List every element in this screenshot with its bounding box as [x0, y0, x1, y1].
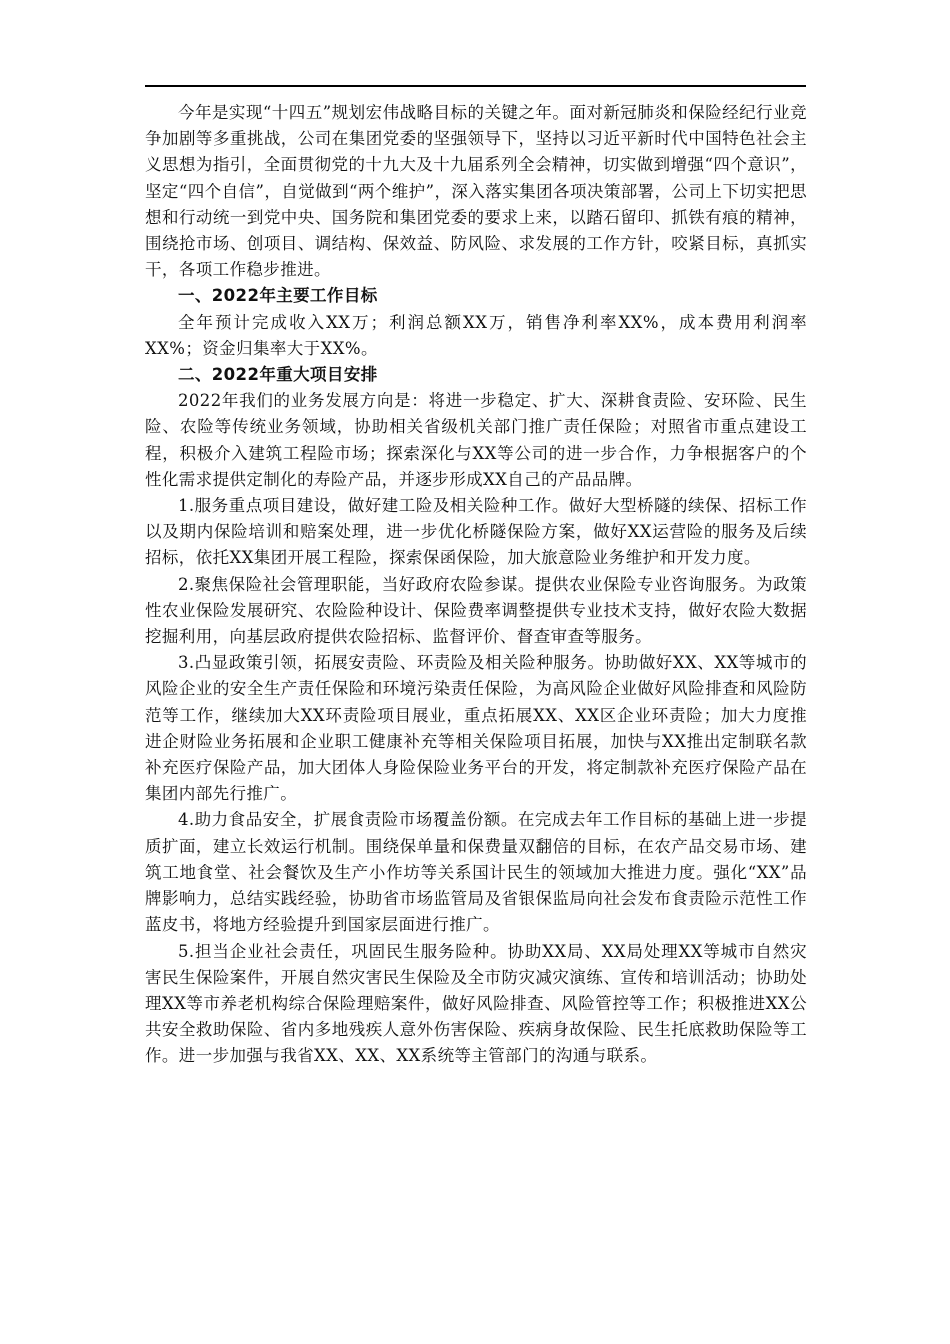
project-item-3: 3.凸显政策引领，拓展安责险、环责险及相关险种服务。协助做好XX、XX等城市的风险企业的安全生产责任保险和环境污染责任保险，为高风险企业做好风险排查和风险防范等工作，继续加大XX环责险项目展业，重点拓展XX、XX区企业环责险；加大力度推进企财险业务拓展和企业职工健康补充等相关保险项目拓展，加快与XX推出定制联名款补充医疗保险产品，加大团体人身险保险业务平台的开发，将定制款补充医疗保险产品在集团内部先行推广。	[145, 653, 807, 804]
project-item-5: 5.担当企业社会责任，巩固民生服务险种。协助XX局、XX局处理XX等城市自然灾害民生保险案件，开展自然灾害民生保险及全市防灾减灾演练、宣传和培训活动；协助处理XX等市养老机构综合保险理赔案件，做好风险排查、风险管控等工作；积极推进XX公共安全救助保险、省内多地残疾人意外伤害保险、疾病身故保险、民生托底救助保险等工作。进一步加强与我省XX、XX、XX系统等主管部门的沟通与联系。	[145, 941, 807, 1066]
projects-intro-paragraph: 2022年我们的业务发展方向是：将进一步稳定、扩大、深耕食责险、安环险、民生险、农险等传统业务领域，协助相关省级机关部门推广责任保险；对照省市重点建设工程，积极介入建筑工程险市场；探索深化与XX等公司的进一步合作，力争根据客户的个性化需求提供定制化的寿险产品，并逐步形成XX自己的产品品牌。	[145, 391, 807, 489]
section-heading-projects: 二、2022年重大项目安排	[178, 365, 378, 385]
document-body	[145, 100, 807, 1070]
project-item-4: 4.助力食品安全，扩展食责险市场覆盖份额。在完成去年工作目标的基础上进一步提质扩面，建立长效运行机制。围绕保单量和保费量双翻倍的目标，在农产品交易市场、建筑工地食堂、社会餐饮及生产小作坊等关系国计民生的领域加大推进力度。强化“XX”品牌影响力，总结实践经验，协助省市场监管局及省银保监局向社会发布食责险示范性工作蓝皮书，将地方经验提升到国家层面进行推广。	[145, 810, 807, 935]
project-item-1: 1.服务重点项目建设，做好建工险及相关险种工作。做好大型桥隧的续保、招标工作以及期内保险培训和赔案处理，进一步优化桥隧保险方案，做好XX运营险的服务及后续招标，依托XX集团开展工程险，探索保函保险，加大旅意险业务维护和开发力度。	[145, 496, 807, 568]
section-heading-goals: 一、2022年主要工作目标	[178, 286, 378, 306]
project-item-2: 2.聚焦保险社会管理职能，当好政府农险参谋。提供农业保险专业咨询服务。为政策性农业保险发展研究、农险险种设计、保险费率调整提供专业技术支持，做好农险大数据挖掘利用，向基层政府提供农险招标、监督评价、督查审查等服务。	[145, 574, 807, 647]
intro-paragraph: 今年是实现“十四五”规划宏伟战略目标的关键之年。面对新冠肺炎和保险经纪行业竞争加剧等多重挑战，公司在集团党委的坚强领导下，坚持以习近平新时代中国特色社会主义思想为指引，全面贯彻党的十九大及十九届系列全会精神，切实做到增强“四个意识”，坚定“四个自信”，自觉做到“两个维护”，深入落实集团各项决策部署，公司上下切实把思想和行动统一到党中央、国务院和集团党委的要求上来，以踏石留印、抓铁有痕的精神，围绕抢市场、创项目、调结构、保效益、防风险、求发展的工作方针，咬紧目标，真抓实干，各项工作稳步推进。	[145, 103, 807, 280]
header-rule	[145, 85, 806, 87]
goals-paragraph: 全年预计完成收入XX万；利润总额XX万，销售净利率XX%，成本费用利润率XX%；资金归集率大于XX%。	[145, 312, 807, 358]
